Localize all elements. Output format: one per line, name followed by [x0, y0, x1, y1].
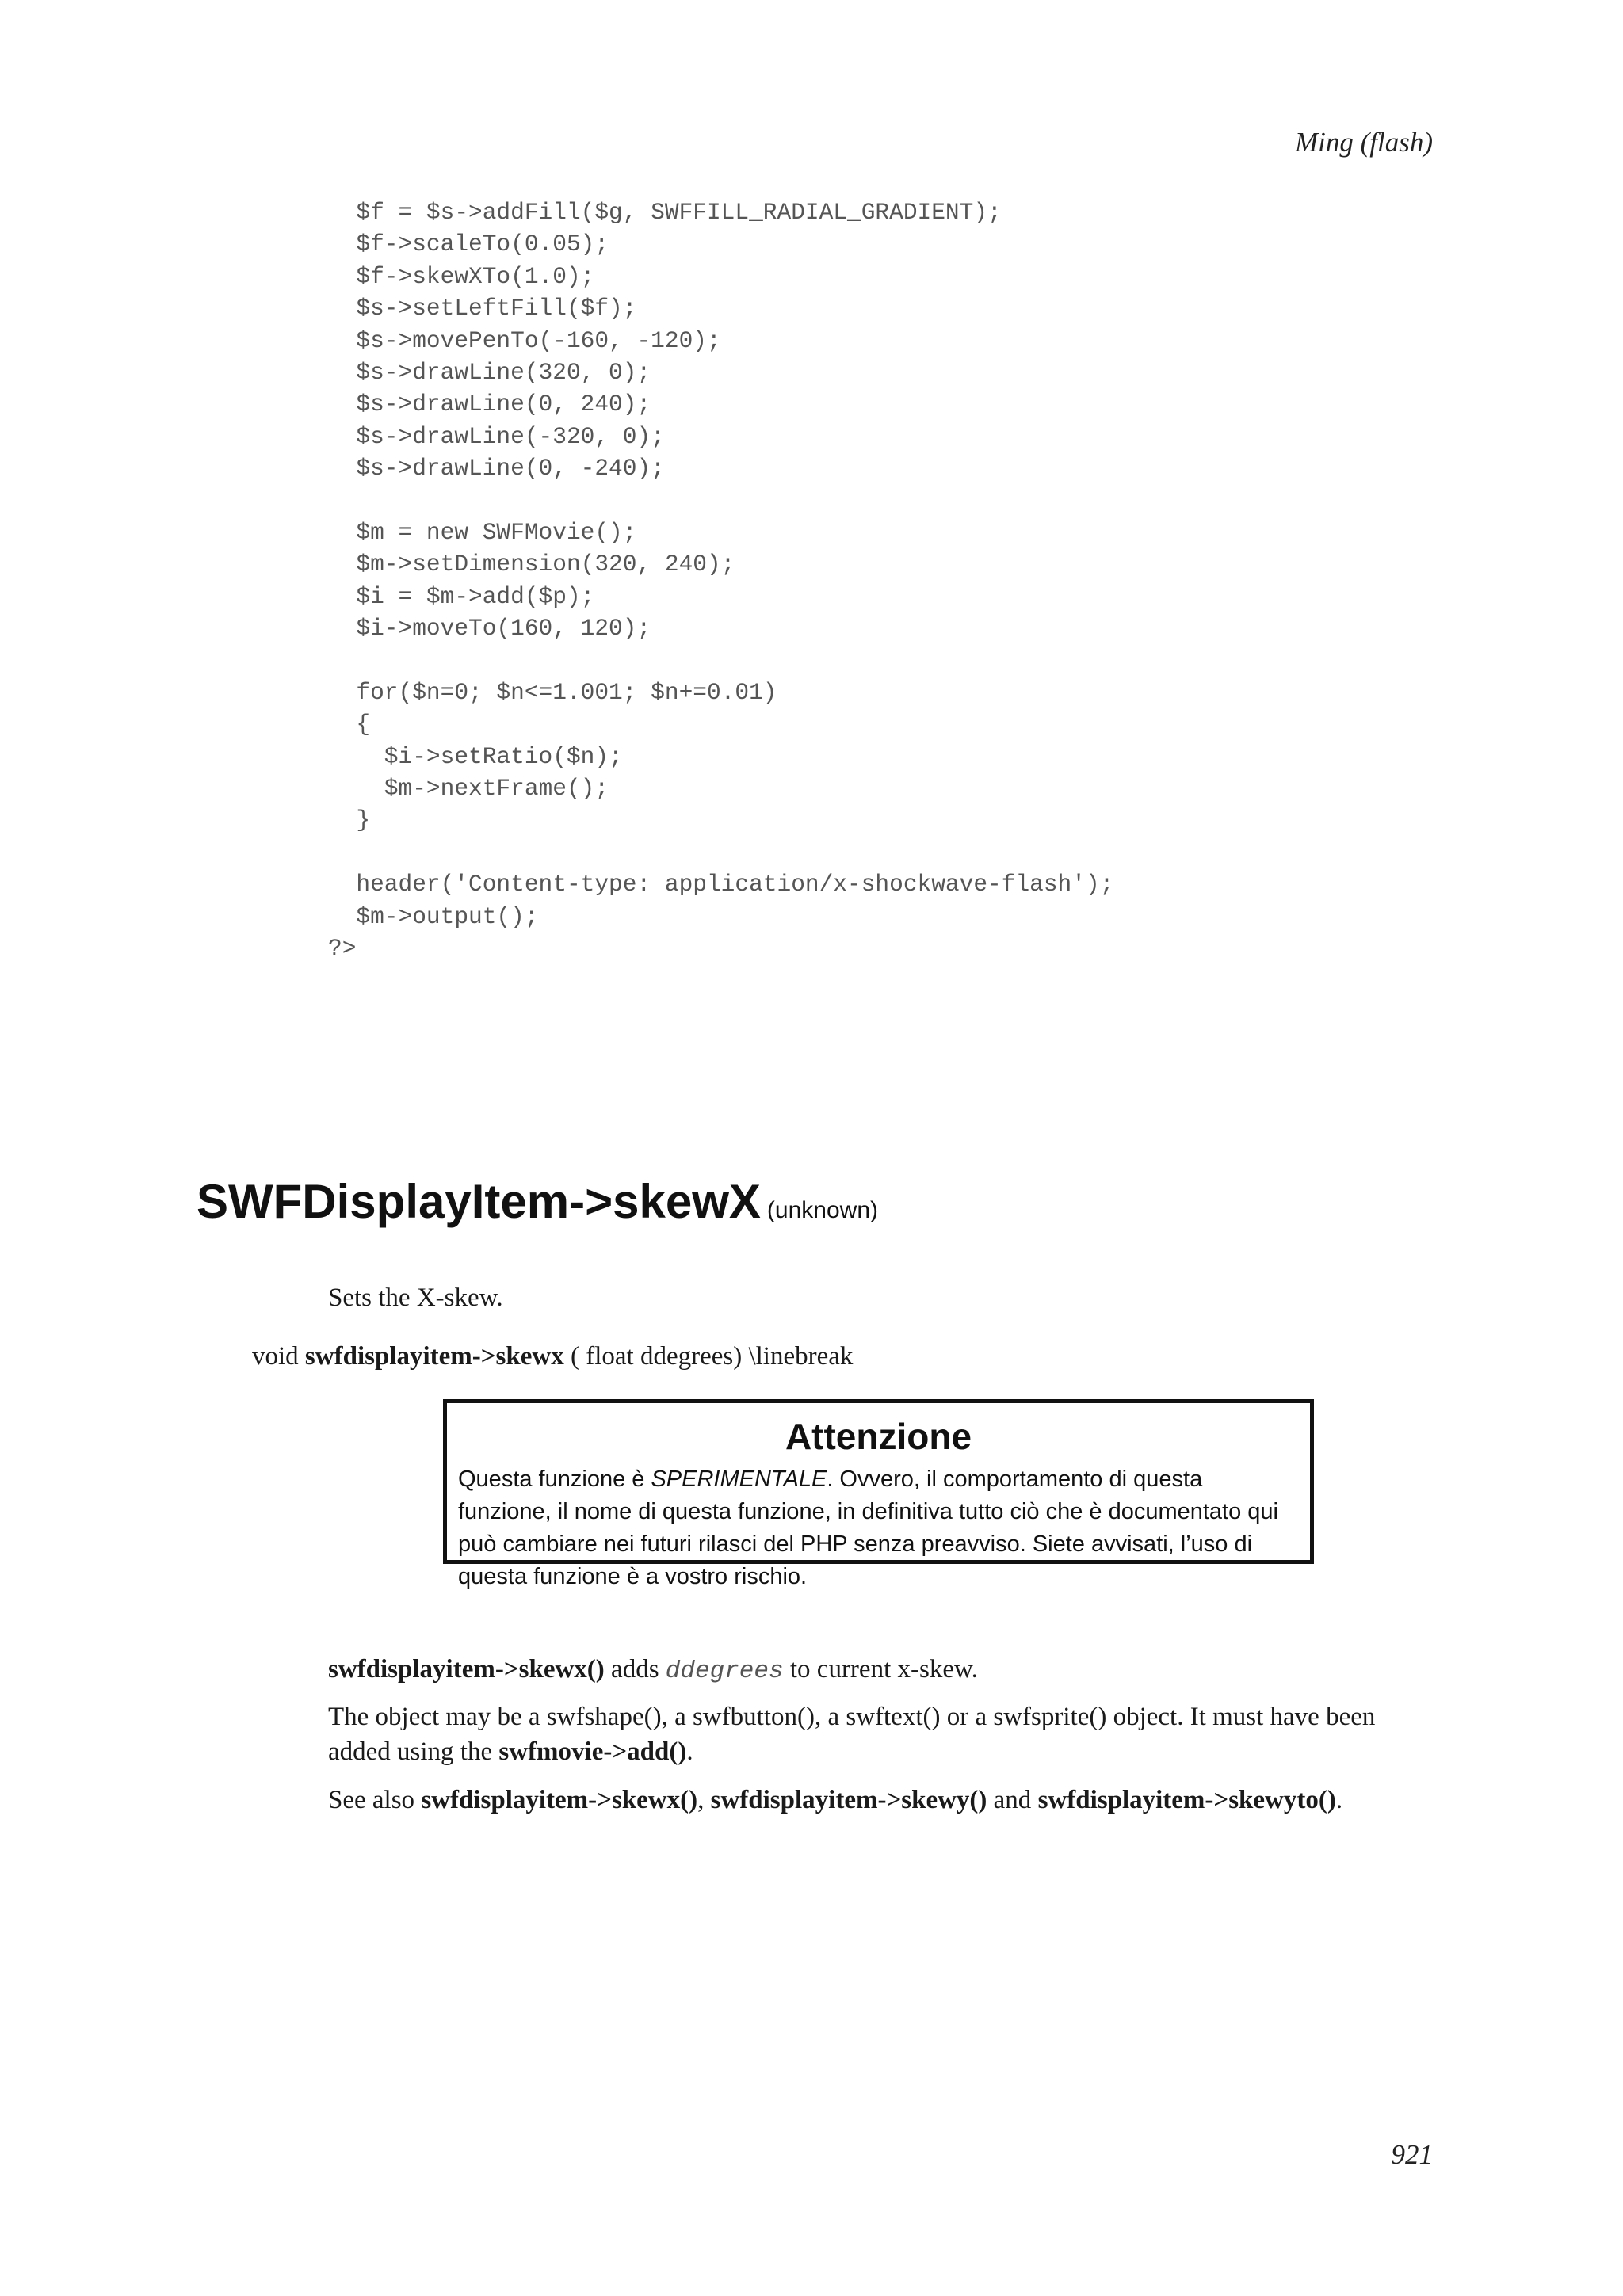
code-line: $s->movePenTo(-160, -120); — [328, 326, 721, 354]
code-example — [328, 196, 1113, 964]
code-line: $s->setLeftFill($f); — [328, 295, 637, 322]
code-line: $f->scaleTo(0.05); — [328, 231, 609, 258]
code-line: $s->drawLine(-320, 0); — [328, 422, 665, 450]
code-line — [328, 644, 1113, 676]
parameter-ref: ddegrees — [665, 1657, 784, 1685]
short-description: Sets the X-skew. — [328, 1283, 503, 1312]
separator-text: , — [697, 1786, 711, 1814]
code-line: $i = $m->add($p); — [328, 582, 595, 610]
version-status: (unknown) — [766, 1197, 878, 1223]
paragraph-text: adds — [604, 1655, 666, 1684]
code-line: $i->moveTo(160, 120); — [328, 615, 651, 643]
code-line: $s->drawLine(320, 0); — [328, 358, 651, 386]
code-line: $m = new SWFMovie(); — [328, 518, 637, 546]
parameter-list: ( float ddegrees) \linebreak — [570, 1342, 854, 1371]
method-synopsis — [252, 1342, 853, 1371]
paragraph-text: . — [686, 1737, 693, 1766]
warning-box — [443, 1399, 1314, 1589]
code-line: $i->setRatio($n); — [328, 742, 623, 770]
code-line: $m->setDimension(320, 240); — [328, 551, 735, 578]
description-paragraph — [328, 1652, 1438, 1689]
code-line: { — [328, 711, 371, 738]
function-ref: swfmovie->add() — [498, 1737, 687, 1766]
code-line: for($n=0; $n<=1.001; $n+=0.01) — [328, 678, 777, 706]
see-also-paragraph — [328, 1783, 1438, 1817]
code-line: $s->drawLine(0, 240); — [328, 391, 651, 418]
running-header: Ming (flash) — [1294, 127, 1433, 158]
paragraph-text: See also — [328, 1786, 422, 1814]
code-line: $s->drawLine(0, -240); — [328, 455, 665, 482]
warning-emphasis: SPERIMENTALE — [651, 1466, 827, 1492]
function-name: swfdisplayitem->skewx — [304, 1342, 564, 1371]
return-type: void — [252, 1342, 299, 1371]
separator-text: and — [987, 1786, 1038, 1814]
code-line: $m->nextFrame(); — [328, 775, 609, 803]
function-ref: swfdisplayitem->skewx() — [328, 1655, 605, 1684]
warning-text-after: . Ovvero, il comportamento di questa funzione, il nome di questa funzione, in definitiva tutto ciò che è documentato qui può cambiare nei futuri rilasci del PHP senza preavviso. Siete avvisati, l’uso di questa funzione è a vostro rischio. — [458, 1466, 1278, 1589]
function-heading — [197, 1174, 878, 1229]
see-also-link-skewx[interactable]: swfdisplayitem->skewx() — [421, 1786, 698, 1814]
warning-text — [458, 1463, 1299, 1593]
page-title: SWFDisplayItem->skewX — [197, 1175, 761, 1228]
see-also-link-skewy[interactable]: swfdisplayitem->skewy() — [710, 1786, 987, 1814]
see-also-link-skewyto[interactable]: swfdisplayitem->skewyto() — [1037, 1786, 1336, 1814]
warning-text-before: Questa funzione è — [458, 1466, 651, 1492]
code-line: } — [328, 807, 371, 834]
paragraph-text: . — [1335, 1786, 1343, 1814]
code-line: header('Content-type: application/x-shockwave-flash'); — [328, 871, 1114, 898]
code-line: $f = $s->addFill($g, SWFFILL_RADIAL_GRADIENT); — [328, 199, 1002, 226]
warning-title: Attenzione — [785, 1416, 972, 1457]
code-line — [328, 485, 1113, 517]
object-types-paragraph — [328, 1699, 1438, 1769]
page-number: 921 — [1391, 2139, 1433, 2170]
paragraph-text: The object may be a swfshape(), a swfbutton(), a swftext() or a swfsprite() object. It must have been added using the — [328, 1703, 1376, 1766]
code-line — [328, 837, 1113, 868]
code-line: $m->output(); — [328, 902, 539, 930]
code-line: $f->skewXTo(1.0); — [328, 262, 595, 290]
code-line: ?> — [328, 934, 357, 962]
paragraph-text: to current x-skew. — [783, 1655, 978, 1684]
